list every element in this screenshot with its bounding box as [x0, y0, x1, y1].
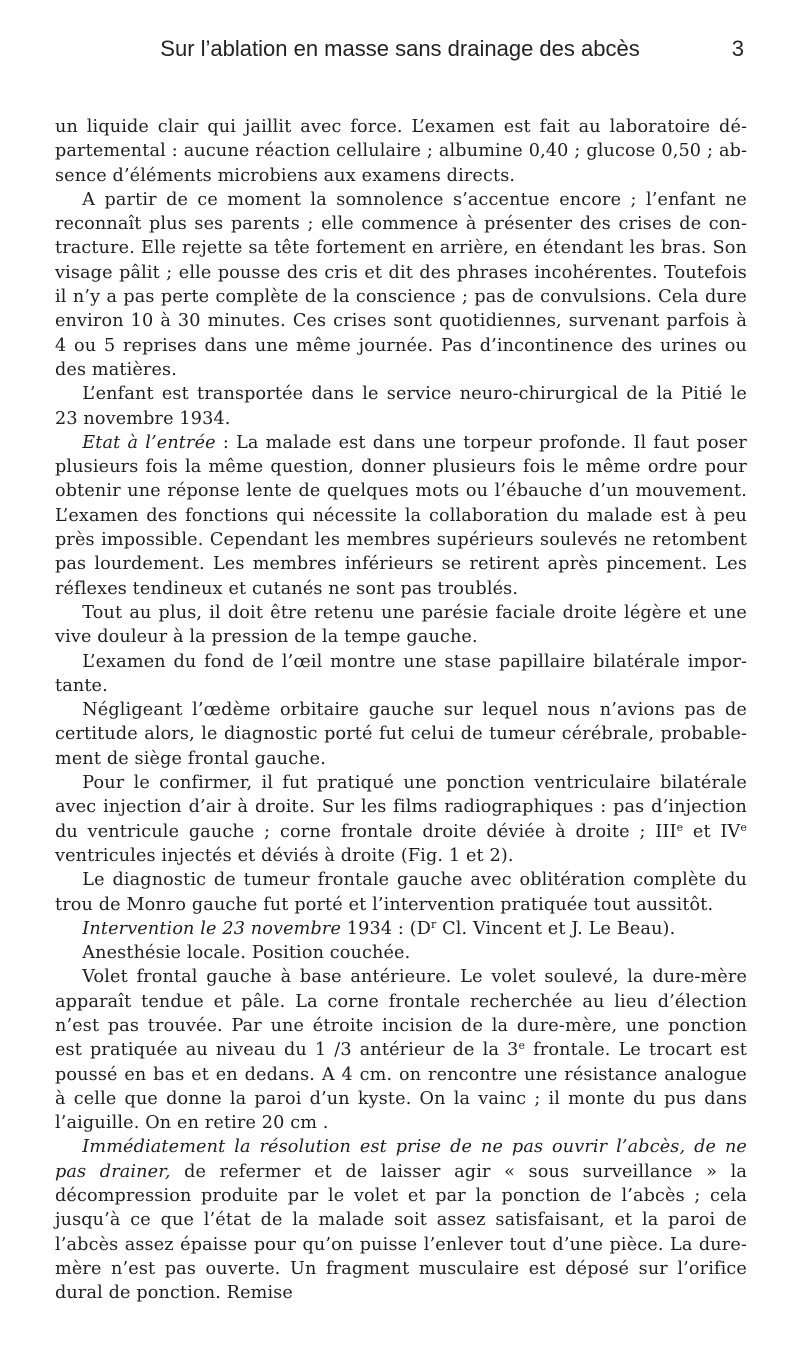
- section-label: Etat à l’entrée: [82, 432, 216, 453]
- paragraph-text: Cl. Vincent et J. Le Beau).: [436, 918, 676, 939]
- page-header: [0, 36, 800, 76]
- paragraph-text: et IV: [683, 821, 741, 842]
- running-title: Sur l’ablation en masse sans drainage des abcès: [160, 36, 640, 61]
- superscript: e: [740, 820, 747, 834]
- paragraph: [55, 917, 747, 941]
- section-label: Immédiatement la résolution est prise de ne pas ouvrir l’abcès, de ne pas drainer,: [55, 1137, 747, 1182]
- paragraph: Négligeant l’œdème orbitaire gauche sur lequel nous n’avions pas de certitude alors, le diagnostic porté fut celui de tumeur cérébrale, probablement de siège frontal gauche.: [55, 700, 747, 769]
- superscript: r: [431, 917, 437, 931]
- paragraph: [55, 965, 747, 1135]
- paragraph: Anesthésie locale. Position couchée.: [82, 943, 411, 964]
- paragraph-text: : La malade est dans une torpeur profonde. Il faut poser plusieurs fois la même question, donner plusieurs fois le même ordre pour obtenir une réponse lente de quelques mots ou l’ébauche d’un mouvement. L’examen des fonctions qui nécessite la collaboration du malade est à peu près impossible. Cependant les membres supérieurs soulevés ne retombent pas lourdement. Les membres inférieurs se retirent après pincement. Les réflexes tendineux et cutanés ne sont pas troublés.: [55, 432, 747, 599]
- paragraph: Tout au plus, il doit être retenu une parésie faciale droite légère et une vive douleur à la pression de la tempe gauche.: [55, 602, 747, 648]
- paragraph: [55, 771, 747, 868]
- paragraph-text: de refermer et de laisser agir « sous surveillance » la décompression produite par le volet et par la ponction de l’abcès ; cela jusqu’à ce que l’état de la malade soit assez satisfaisant, et la paroi de l’abcès assez épaisse pour qu’on puisse l’enlever tout d’une pièce. La dure-mère n’est pas ouverte. Un fragment musculaire est déposé sur l’orifice dural de ponction. Remise: [55, 1161, 747, 1304]
- paragraph-text: Pour le confirmer, il fut pratiqué une ponction ventriculaire bilatérale avec injection d’air à droite. Sur les films radiographiques : pas d’injection du ventricule gauche ; corne frontale droite déviée à droite ; III: [55, 773, 747, 842]
- paragraph-text: 1934 : (D: [341, 918, 431, 939]
- paragraph-text: Volet frontal gauche à base antérieure. Le volet soulevé, la dure-mère apparaît tendue et pâle. La corne frontale recherchée au lieu d’élection n’est pas trouvée. Par une étroite incision de la dure-mère, une ponction est pratiquée au niveau du 1 /3 antérieur de la 3: [55, 967, 747, 1061]
- paragraph-text: frontale. Le trocart est poussé en bas et en dedans. A 4 cm. on rencontre une résistance analogue à celle que donne la paroi d’un kyste. On la vainc ; il monte du pus dans l’aiguille. On en retire 20 cm .: [55, 1040, 747, 1134]
- paragraph: [55, 1135, 747, 1305]
- body-text: [55, 115, 747, 1306]
- paragraph: Le diagnostic de tumeur frontale gauche avec oblitération complète du trou de Monro gauche fut porté et l’intervention pratiquée tout aussitôt.: [55, 870, 747, 915]
- paragraph: un liquide clair qui jaillit avec force. L’examen est fait au laboratoire départemental : aucune réaction cellulaire ; albumine 0,40 ; glucose 0,50 ; absence d’éléments microbiens aux examens directs.: [55, 117, 747, 186]
- section-label: Intervention le 23 novembre: [82, 918, 342, 939]
- superscript: e: [518, 1039, 526, 1053]
- paragraph: [55, 431, 747, 601]
- paragraph: A partir de ce moment la somnolence s’accentue encore ; l’enfant ne reconnaît plus ses parents ; elle commence à présenter des crises de contracture. Elle rejette sa tête fortement en arrière, en étendant les bras. Son visage pâlit ; elle pousse des cris et dit des phrases incohérentes. Toutefois il n’y a pas perte complète de la conscience ; pas de convulsions. Cela dure environ 10 à 30 minutes. Ces crises sont quotidiennes, survenant parfois à 4 ou 5 reprises dans une même journée. Pas d’incontinence des urines ou des matières.: [55, 189, 747, 380]
- paragraph: L’enfant est transportée dans le service neuro-chirurgical de la Pitié le 23 novembre 1934.: [55, 384, 747, 429]
- paragraph: L’examen du fond de l’œil montre une stase papillaire bilatérale importante.: [55, 651, 747, 696]
- paragraph-text: ventricules injectés et déviés à droite (Fig. 1 et 2).: [55, 845, 514, 866]
- superscript: e: [676, 820, 684, 834]
- page-number: 3: [731, 36, 744, 61]
